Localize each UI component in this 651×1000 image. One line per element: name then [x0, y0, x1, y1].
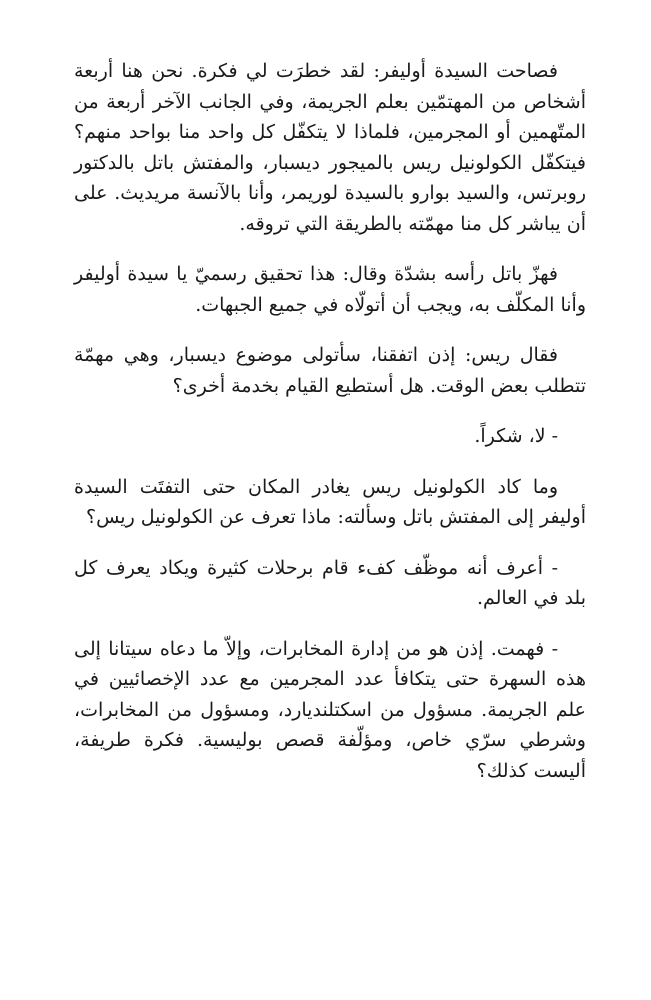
- paragraph-battle-reply: فهزّ باتل رأسه بشدّة وقال: هذا تحقيق رسميّ يا سيدة أوليفر وأنا المكلّف به، ويجب أن أتولّاه في جميع الجبهات.: [74, 263, 586, 316]
- paragraph-mrs-oliver-idea: فصاحت السيدة أوليفر: لقد خطرَت لي فكرة. نحن هنا أربعة أشخاص من المهتمّين بعلم الجريمة، وفي الجانب الآخر أربعة من المتّهمين أو المجرمين، فلماذا لا يتكفّل كل واحد منا بواحد منهم؟ فيتكفّل الكولونيل ريس بالميجور ديسبار، والمفتش باتل بالدكتور روبرتس، والسيد بوارو بالسيدة لوريمر، وأنا بالآنسة مريديث. على أن يباشر كل منا مهمّته بالطريقة التي تروقه.: [74, 60, 586, 235]
- book-page: [74, 56, 586, 786]
- paragraph-battle-answer: - أعرف أنه موظّف كفء قام برحلات كثيرة ويكاد يعرف كل بلد في العالم.: [74, 556, 586, 609]
- paragraph-oliver-conclusion: - فهمت. إذن هو من إدارة المخابرات، وإلاّ ما دعاه سيتانا إلى هذه السهرة حتى يتكافأ عدد المجرمين مع عدد الإخصائيين في علم الجريمة. مسؤول من اسكتلنديارد، ومسؤول من المخابرات، وشرطي سرّي خاص، ومؤلّفة قصص بوليسية. فكرة طريفة، أليست كذلك؟: [74, 637, 586, 782]
- paragraph-oliver-asks: وما كاد الكولونيل ريس يغادر المكان حتى التفتَت السيدة أوليفر إلى المفتش باتل وسألته: ماذا تعرف عن الكولونيل ريس؟: [74, 475, 586, 528]
- paragraph-race-agrees: فقال ريس: إذن اتفقنا، سأتولى موضوع ديسبار، وهي مهمّة تتطلب بعض الوقت. هل أستطيع القيام بخدمة أخرى؟: [74, 344, 586, 397]
- paragraph-no-thanks: - لا، شكراً.: [474, 425, 558, 447]
